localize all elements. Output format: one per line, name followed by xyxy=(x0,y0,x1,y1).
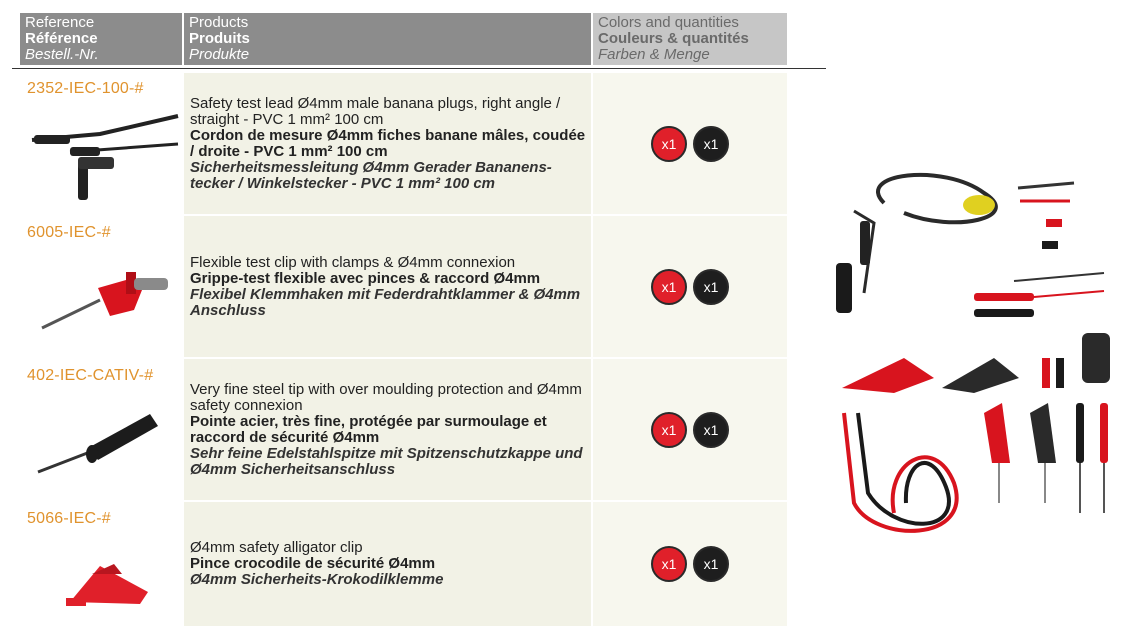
description-de: Ø4mm Sicherheits-Krokodilklemme xyxy=(190,571,444,588)
product-description xyxy=(184,359,591,500)
product-description xyxy=(184,73,591,214)
red-quantity-badge: x1 xyxy=(651,412,687,448)
header-products-fr: Produits xyxy=(189,30,250,47)
steel-tip-probe-image xyxy=(30,398,180,488)
test-clip-image xyxy=(30,250,180,346)
black-quantity-badge: x1 xyxy=(693,546,729,582)
black-quantity-badge: x1 xyxy=(693,412,729,448)
description-en: Very fine steel tip with over moulding protection and Ø4mm safety connexion xyxy=(190,380,582,414)
description-de: Sehr feine Edelstahlspitze mit Spitzenschutzkappe und Ø4mm Sicherheitsanschluss xyxy=(190,444,583,478)
accessory-kit-photo xyxy=(834,163,1116,553)
black-quantity-badge: x1 xyxy=(693,269,729,305)
color-quantities xyxy=(593,502,787,626)
color-quantities xyxy=(593,73,787,214)
product-description xyxy=(184,502,591,626)
description-de: Sicherheitsmessleitung Ø4mm Gerader Bananens-tecker / Winkelstecker - PVC 1 mm² 100 cm xyxy=(190,158,552,192)
description-fr: Cordon de mesure Ø4mm fiches banane mâles, coudée / droite - PVC 1 mm² 100 cm xyxy=(190,126,586,160)
header-reference-en: Reference xyxy=(25,14,95,31)
product-description xyxy=(184,216,591,357)
description-fr: Pointe acier, très fine, protégée par surmoulage et raccord de sécurité Ø4mm xyxy=(190,412,547,446)
header-products xyxy=(184,13,591,65)
header-products-en: Products xyxy=(189,14,249,31)
header-reference xyxy=(20,13,182,65)
row-reference: 402-IEC-CATIV-# xyxy=(27,367,154,384)
description-de: Flexibel Klemmhaken mit Federdrahtklammer & Ø4mm Anschluss xyxy=(190,285,581,319)
alligator-clip-image xyxy=(30,544,180,616)
header-colors-fr: Couleurs & quantités xyxy=(598,30,749,47)
row-reference: 2352-IEC-100-# xyxy=(27,80,144,97)
header-divider xyxy=(12,68,826,69)
header-colors-en: Colors and quantities xyxy=(598,14,739,31)
description-fr: Pince crocodile de sécurité Ø4mm xyxy=(190,555,436,572)
color-quantities xyxy=(593,359,787,500)
black-quantity-badge: x1 xyxy=(693,126,729,162)
header-reference-fr: Référence xyxy=(25,30,98,47)
header-colors-de: Farben & Menge xyxy=(598,46,710,63)
row-reference: 6005-IEC-# xyxy=(27,224,111,241)
description-en: Safety test lead Ø4mm male banana plugs, right angle / straight - PVC 1 mm² 100 cm xyxy=(190,94,561,128)
color-quantities xyxy=(593,216,787,357)
header-products-de: Produkte xyxy=(189,46,250,63)
description-en: Flexible test clip with clamps & Ø4mm connexion xyxy=(190,253,516,271)
row-reference: 5066-IEC-# xyxy=(27,510,111,527)
header-reference-de: Bestell.-Nr. xyxy=(25,46,99,63)
description-en: Ø4mm safety alligator clip xyxy=(190,539,363,556)
description-fr: Grippe-test flexible avec pinces & raccord Ø4mm xyxy=(190,269,541,287)
red-quantity-badge: x1 xyxy=(651,126,687,162)
test-lead-image xyxy=(30,102,180,208)
header-colors xyxy=(593,13,787,65)
red-quantity-badge: x1 xyxy=(651,269,687,305)
red-quantity-badge: x1 xyxy=(651,546,687,582)
